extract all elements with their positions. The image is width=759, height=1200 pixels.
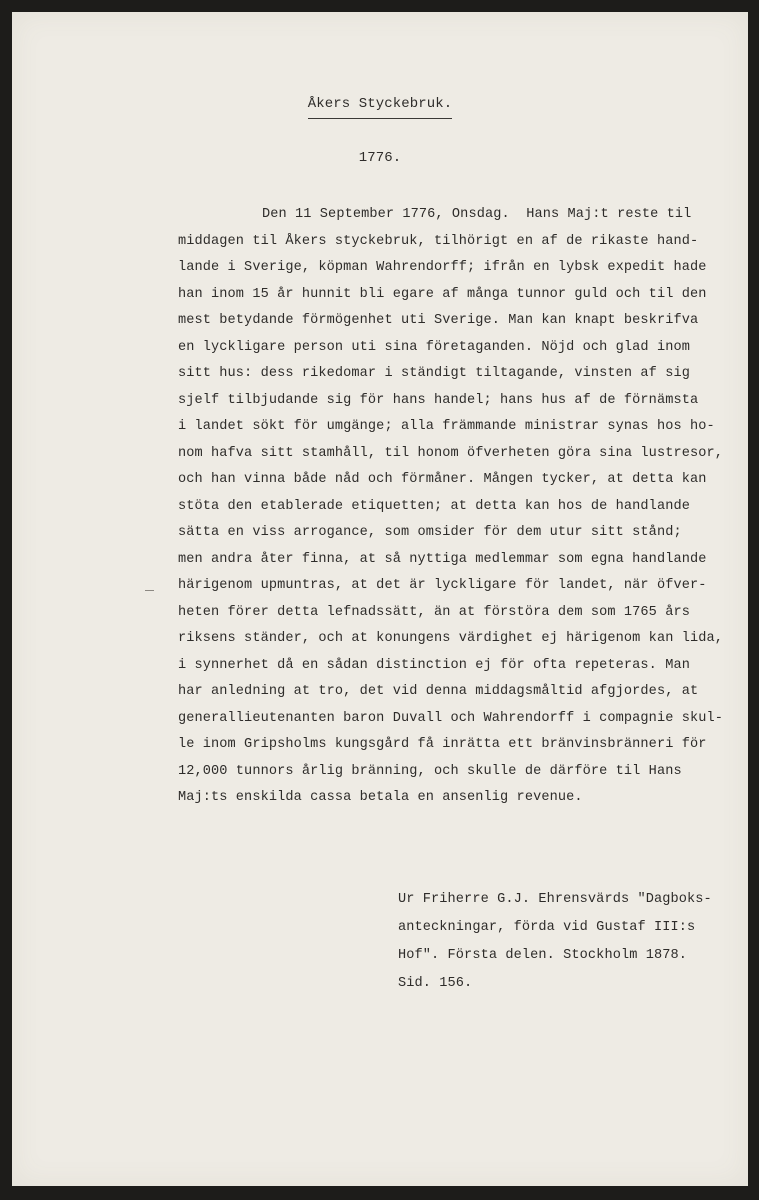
document-title [12,96,748,119]
source-line: Ur Friherre G.J. Ehrensvärds "Dagboks- [398,892,712,907]
body-line: heten förer detta lefnadssätt, än at förstöra dem som 1765 års [178,604,690,620]
body-line: Maj:ts enskilda cassa betala en ansenlig revenue. [178,790,583,805]
body-line: sjelf tilbjudande sig för hans handel; hans hus af de förnämsta [178,392,699,408]
body-line: men andra åter finna, at så nyttiga medlemmar som egna handlande [178,551,707,567]
source-line: Sid. 156. [398,976,473,991]
body-line: en lyckligare person uti sina företaganden. Nöjd och glad inom [178,339,690,355]
document-year: 1776. [358,150,402,166]
body-line: härigenom upmuntras, at det är lyckligare för landet, när öfver- [178,578,707,593]
body-line: sätta en viss arrogance, som omsider för dem utur sitt stånd; [178,525,682,540]
body-line: 12,000 tunnors årlig bränning, och skulle de därföre til Hans [178,763,682,779]
body-line: Den 11 September 1776, Onsdag. Hans Maj:t reste til [262,207,692,222]
margin-mark [145,590,154,591]
body-line: generallieutenanten baron Duvall och Wahrendorff i compagnie skul- [178,710,723,726]
body-line: sitt hus: dess rikedomar i ständigt tiltagande, vinsten af sig [178,366,690,381]
body-line: stöta den etablerade etiquetten; at detta kan hos de handlande [178,498,690,514]
source-line: anteckningar, förda vid Gustaf III:s [398,920,696,935]
body-line: och han vinna både nåd och förmåner. Mången tycker, at detta kan [178,472,707,487]
body-line: riksens ständer, och at konungens värdighet ej härigenom kan lida, [178,631,723,646]
document-title-text: Åkers Styckebruk. [308,96,453,119]
body-line: middagen til Åkers styckebruk, tilhörigt en af de rikaste hand- [178,233,699,249]
body-line: nom hafva sitt stamhåll, til honom öfverheten göra sina lustresor, [178,445,723,461]
body-line: han inom 15 år hunnit bli egare af många tunnor guld och til den [178,286,707,302]
body-line: mest betydande förmögenhet uti Sverige. Man kan knapt beskrifva [178,313,699,328]
body-line: i synnerhet då en sådan distinction ej för ofta repeteras. Man [178,657,690,673]
body-line: lande i Sverige, köpman Wahrendorff; ifrån en lybsk expedit hade [178,260,707,275]
body-line: har anledning at tro, det vid denna middagsmåltid afgjordes, at [178,684,699,699]
body-line: i landet sökt för umgänge; alla främmande ministrar synas hos ho- [178,419,715,434]
source-citation [398,886,738,998]
body-line: le inom Gripsholms kungsgård få inrätta ett bränvinsbränneri för [178,737,707,752]
body-text [178,202,738,812]
source-line: Hof". Första delen. Stockholm 1878. [398,948,688,963]
document-page [12,12,748,1186]
